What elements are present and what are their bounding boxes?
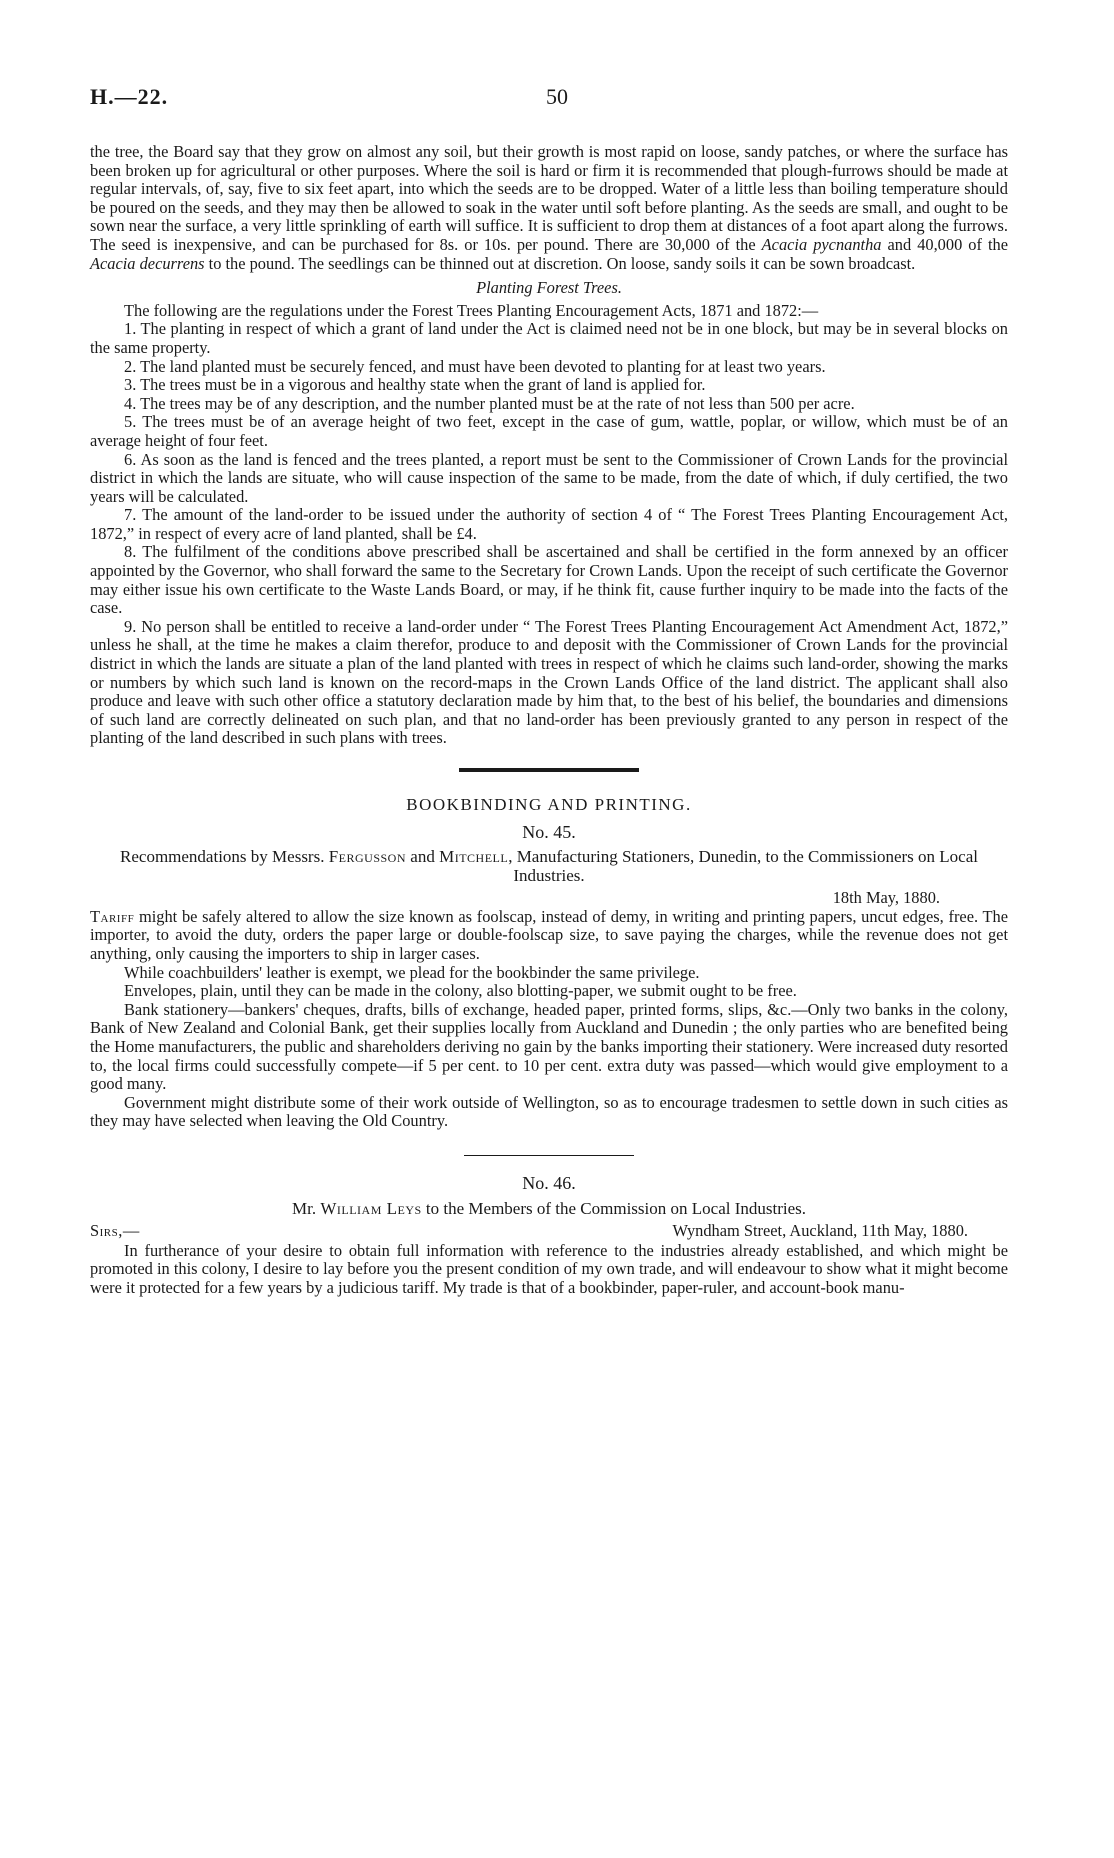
- planting-heading: Planting Forest Trees.: [476, 278, 622, 298]
- regulation-item: 2. The land planted must be securely fenced, and must have been devoted to planting for at least two years.: [124, 356, 826, 376]
- page-number: 50: [546, 84, 568, 109]
- letter-body: In furtherance of your desire to obtain full information with reference to the industries already established, and which might be promoted in this colony, I desire to lay before you the present condition of my own trade, and will endeavour to show what it might become were it protected for a few years by a judicious tariff. My trade is that of a bookbinder, paper-ruler, and account-book manu-: [90, 1240, 1008, 1297]
- species-name: Acacia decurrens: [90, 253, 205, 273]
- section-divider: [459, 768, 639, 772]
- heading-text: Mr.: [291, 1198, 321, 1218]
- lead-word: Tariff: [90, 906, 135, 926]
- regulation-item: 6. As soon as the land is fenced and the trees planted, a report must be sent to the Commissioner of Crown Lands for the provincial district in which the lands are situate, who will cause inspection of the same to be made, from the date of which, if duly certified, the two years will be calculated.: [90, 449, 1008, 506]
- bank-stationery-paragraph: Bank stationery—bankers' cheques, drafts, bills of exchange, headed paper, printed forms, slips, &c.—Only two banks in the colony, Bank of New Zealand and Colonial Bank, get their supplies locally from Auckland and Dunedin ; the only parties who are benefited being the Home manufacturers, the public and shareholders deriving no gain by the banks importing their stationery. Were increased duty resorted to, the local firms could successfully compete—if 5 per cent. to 10 per cent. extra duty was passed—which would give employment to a good many.: [90, 999, 1008, 1094]
- section-divider: [464, 1155, 634, 1156]
- page-body: [90, 143, 1008, 1297]
- leather-paragraph: While coachbuilders' leather is exempt, we plead for the bookbinder the same privilege.: [124, 962, 700, 982]
- firm-name: Mitchell: [439, 847, 509, 867]
- intro-text: the tree, the Board say that they grow on almost any soil, but their growth is most rapid on loose, sandy patches, or where the surface has been broken up for agricultural or other purposes. Where the soil is hard or firm it is recommended that plough-furrows should be made at regular intervals, of, say, five to six feet apart, into which the seeds are to be dropped. Water of a little less than boiling temperature should be poured on the seeds, and they may then be allowed to soak in the water until soft before planting. As the seeds are small, and ought to be sown near the surface, a very little sprinkling of earth will suffice. It is sufficient to drop them at distances of a foot apart along the furrows. The seed is inexpensive, and can be purchased for 8s. or 10s. per pound. There are 30,000 of the: [90, 142, 1008, 254]
- intro-text: and 40,000 of the: [881, 234, 1008, 254]
- heading-text: Recommendations by Messrs.: [120, 847, 329, 867]
- report-reference: H.—22.: [90, 84, 169, 109]
- item-number: No. 45.: [522, 821, 576, 842]
- letter-address: Wyndham Street, Auckland, 11th May, 1880.: [672, 1220, 968, 1240]
- paragraph-text: might be safely altered to allow the size known as foolscap, instead of demy, in writing and printing papers, uncut edges, free. The importer, to avoid the duty, orders the paper large or double-foolscap size, to save paying the charges, while the revenue does not get anything, only causing the importers to ship in larger cases.: [90, 906, 1008, 963]
- item-number: No. 46.: [522, 1172, 576, 1193]
- regulation-item: 5. The trees must be of an average height of two feet, except in the case of gum, wattle, poplar, or willow, which must be of an average height of four feet.: [90, 412, 1008, 450]
- heading-text: , Manufacturing Stationers, Dunedin, to the Commissioners on Local Industries.: [508, 847, 978, 886]
- salutation: Sirs,—: [90, 1220, 140, 1240]
- regulation-item: 7. The amount of the land-order to be issued under the authority of section 4 of “ The Forest Trees Planting Encouragement Act, 1872,” in respect of every acre of land planted, shall be £4.: [90, 505, 1008, 543]
- letter-heading: [90, 1199, 1008, 1218]
- page-header: [0, 84, 1114, 114]
- letter-date: 18th May, 1880.: [832, 888, 940, 908]
- recommendation-heading: [90, 847, 1008, 885]
- species-name: Acacia pycnantha: [761, 234, 882, 254]
- firm-name: Fergusson: [328, 847, 407, 867]
- intro-paragraph: [90, 143, 1008, 273]
- heading-text: to the Members of the Commission on Local Industries.: [421, 1198, 807, 1218]
- envelopes-paragraph: Envelopes, plain, until they can be made in the colony, also blotting-paper, we submit ought to be free.: [124, 981, 797, 1001]
- regulation-item: 9. No person shall be entitled to receive a land-order under “ The Forest Trees Planting Encouragement Act Amendment Act, 1872,” unless he shall, at the time he makes a claim therefor, produce to and deposit with the Commissioner of Crown Lands for the provincial district in which the lands are situate a plan of the land planted with trees in respect of which he claims such land-order, showing the marks or numbers by which such land is known on the record-maps in the Crown Lands Office of the land district. The applicant shall also produce and leave with such other office a statutory declaration made by him that, to the best of his belief, the boundaries and dimensions of such land are correctly delineated on such plan, and that no land-order has been previously granted to any person in respect of the planting of the land described in such plans with trees.: [90, 616, 1008, 748]
- regulation-item: 8. The fulfilment of the conditions above prescribed shall be ascertained and shall be certified in the form annexed by an officer appointed by the Governor, who shall forward the same to the Secretary for Crown Lands. Upon the receipt of such certificate the Governor may either issue his own certificate to the Waste Lands Board, or may, if he think fit, cause further inquiry to be made into the facts of the case.: [90, 542, 1008, 618]
- regulation-item: 4. The trees may be of any description, and the number planted must be at the rate of not less than 500 per acre.: [124, 393, 855, 413]
- regulation-item: 3. The trees must be in a vigorous and healthy state when the grant of land is applied for.: [124, 375, 706, 395]
- heading-text: and: [406, 847, 440, 867]
- intro-text: to the pound. The seedlings can be thinned out at discretion. On loose, sandy soils it can be sown broadcast.: [204, 253, 916, 273]
- regulation-item: 1. The planting in respect of which a grant of land under the Act is claimed need not be in one block, but may be in several blocks on the same property.: [90, 319, 1008, 357]
- regulations-intro: The following are the regulations under the Forest Trees Planting Encouragement Acts, 1871 and 1872:—: [124, 300, 819, 320]
- author-name: William Leys: [320, 1198, 422, 1218]
- salutation-line: [90, 1222, 1008, 1242]
- government-paragraph: Government might distribute some of their work outside of Wellington, so as to encourage tradesmen to settle down in such cities as they may have selected when leaving the Old Country.: [90, 1092, 1008, 1131]
- tariff-paragraph: [90, 908, 1008, 964]
- section-title: BOOKBINDING AND PRINTING.: [406, 795, 692, 814]
